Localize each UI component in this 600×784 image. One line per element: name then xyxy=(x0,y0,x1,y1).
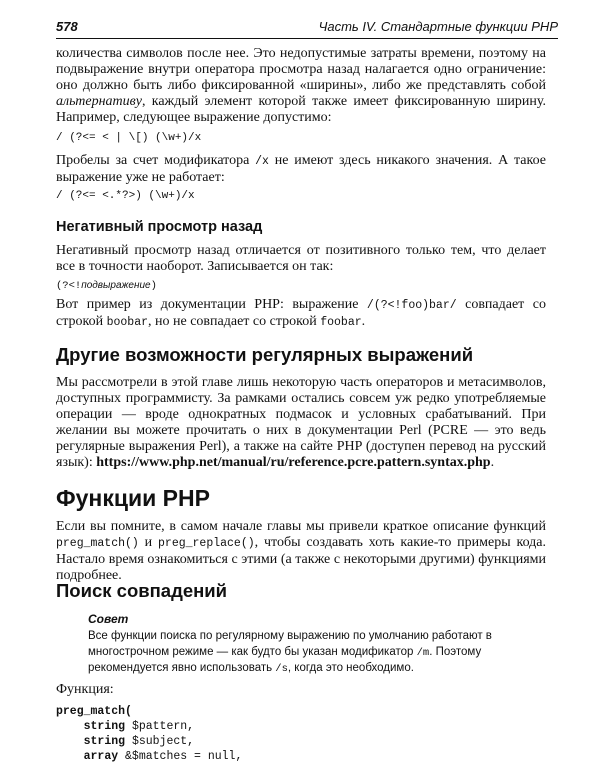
text-run: не имеют здесь никакого значения. А такое выражение уже не работает: xyxy=(56,153,546,185)
paragraph-php-functions xyxy=(56,519,546,584)
running-title: Часть IV. Стандартные функции PHP xyxy=(318,19,558,34)
code-example-valid: / (?<= < | \[) (\w+)/x xyxy=(56,132,202,144)
text-run: количества символов после нее. Это недопустимые затраты времени, поэтому на подвыражение внутри оператора просмотра назад налагается одно ограничение: оно должно быть либо фиксированной «ширины», либо же представлять собой xyxy=(56,46,546,93)
code-example-invalid: / (?<= <.*?>) (\w+)/x xyxy=(56,190,195,202)
text-run: Если вы помните, в самом начале главы мы привели краткое описание функций xyxy=(56,519,546,534)
param-name: &$matches = null, xyxy=(125,750,243,763)
param-name: $subject, xyxy=(131,735,195,748)
text-run: , каждый элемент которой также имеет фиксированную ширину. Например, следующее выражение допустимо: xyxy=(56,94,546,125)
param-name: $pattern, xyxy=(131,720,195,733)
heading-other-features: Другие возможности регулярных выражений xyxy=(56,344,474,365)
function-name: preg_match( xyxy=(56,705,132,718)
paragraph-other-features xyxy=(56,375,546,471)
param-type: string xyxy=(83,735,126,748)
tip-title: Совет xyxy=(88,612,129,626)
param-type: string xyxy=(83,720,126,733)
code-suffix: ) xyxy=(150,280,157,292)
code-placeholder: подвыражение xyxy=(81,280,151,291)
text-run: совпадает со строкой xyxy=(56,297,546,329)
text-run: Вот пример из документации PHP: выражение xyxy=(56,297,367,312)
param-type: array xyxy=(83,750,119,763)
text-run: , когда это необходимо. xyxy=(287,662,414,674)
text-run: , но не совпадает со строкой xyxy=(148,314,321,329)
text-run: Пробелы за счет модификатора xyxy=(56,153,256,168)
inline-code: /m xyxy=(416,646,430,659)
inline-code: /s xyxy=(275,663,288,675)
code-syntax xyxy=(56,280,157,292)
paragraph-negative-lookbehind: Негативный просмотр назад отличается от позитивного только тем, что делает все в точности наоборот. Записывается он так: xyxy=(56,243,546,274)
function-label: Функция: xyxy=(56,682,114,697)
heading-negative-lookbehind: Негативный просмотр назад xyxy=(56,219,263,235)
page-number: 578 xyxy=(56,19,78,34)
text-run: . Поэтому рекомендуется явно использовать xyxy=(88,645,482,674)
inline-code: preg_replace() xyxy=(158,537,255,550)
paragraph-php-example xyxy=(56,297,546,331)
emphasis: альтернативу xyxy=(56,94,142,109)
function-signature xyxy=(56,704,242,764)
inline-code: /(?<!foo)bar/ xyxy=(366,299,457,312)
text-run: . xyxy=(361,314,366,329)
inline-code: boobar xyxy=(106,316,149,329)
text-run: Все функции поиска по регулярному выражению по умолчанию работают в многострочном режиме — как будто бы указан модификатор xyxy=(88,630,492,658)
text-run: Мы рассмотрели в этой главе лишь некоторую часть операторов и метасимволов, доступных программисту. За рамками остались совсем уж редко употребляемые операции — вроде однократных подмасок и условных срабатываний. При желании вы можете прочитать о них в документации Perl (PCRE — это ведь регулярные выражения Perl), а также на сайте PHP (доступен перевод на русский язык): xyxy=(56,375,546,470)
text-run: и xyxy=(138,535,159,550)
code-prefix: (?<! xyxy=(56,280,82,292)
heading-search-matches: Поиск совпадений xyxy=(56,580,228,601)
text-run: . xyxy=(490,455,495,470)
inline-code: foobar xyxy=(320,316,362,329)
doc-link[interactable]: https://www.php.net/manual/ru/reference.pcre.pattern.syntax.php xyxy=(96,455,491,470)
paragraph-lookbehind-limit xyxy=(56,46,546,126)
heading-php-functions: Функции PHP xyxy=(56,485,210,511)
inline-code: /x xyxy=(255,155,269,168)
running-header xyxy=(56,16,558,39)
text-run: , чтобы создавать хоть какие-то примеры кода. Настало время ознакомиться с этими (а также с некоторыми другими) функциями подробнее. xyxy=(56,535,546,583)
inline-code: preg_match() xyxy=(56,537,139,550)
tip-body xyxy=(88,629,546,678)
paragraph-x-modifier xyxy=(56,153,546,186)
